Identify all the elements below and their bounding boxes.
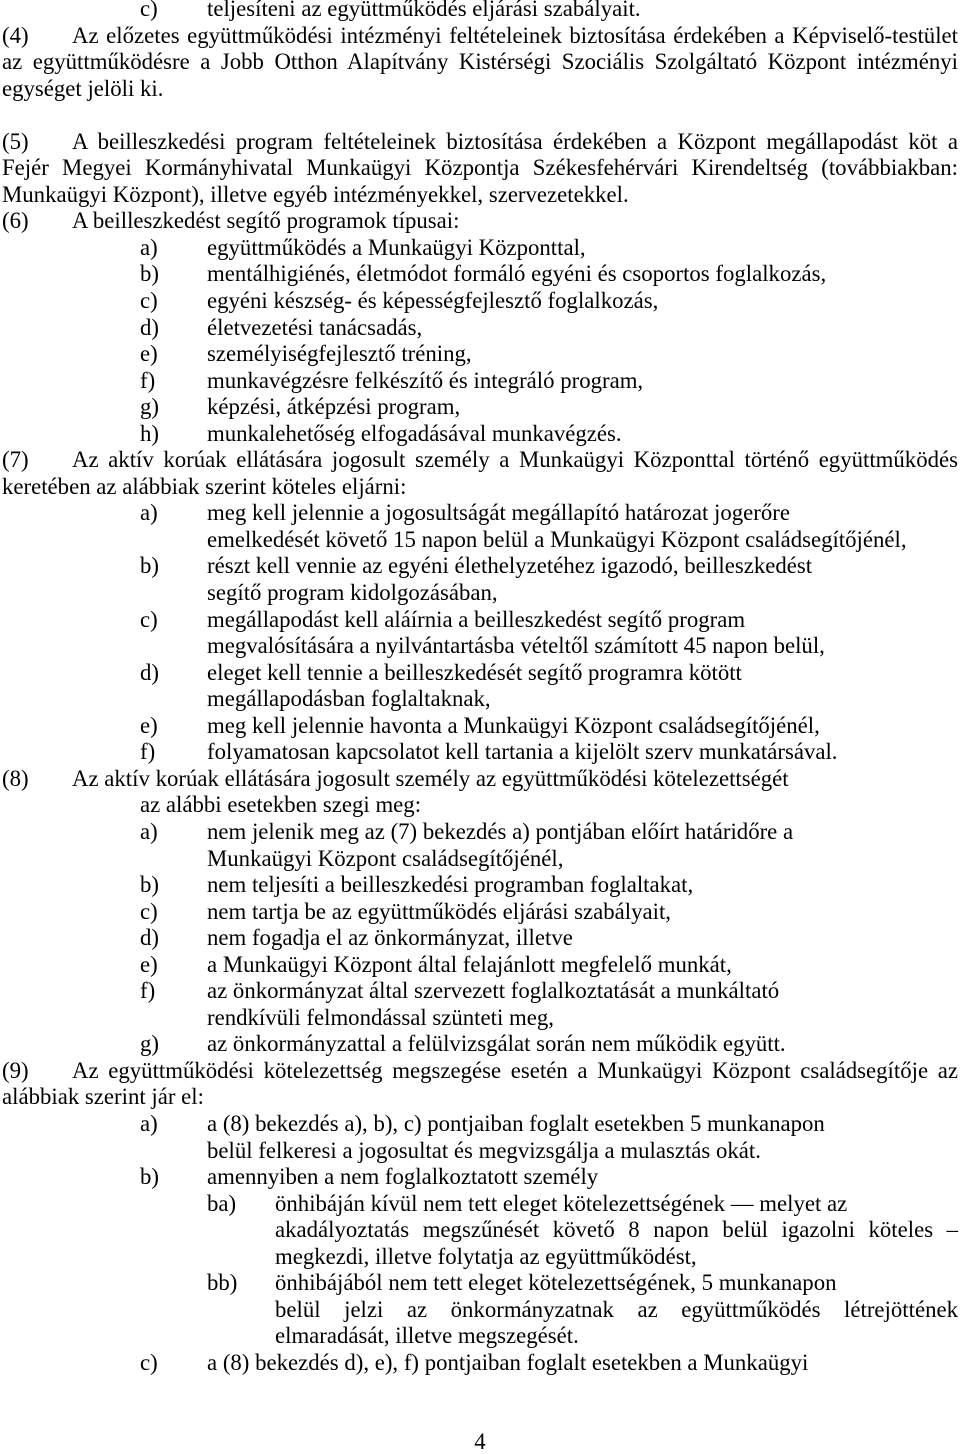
sub-list-item-continuation xyxy=(2,1217,958,1244)
paragraph-line xyxy=(2,792,958,819)
sub-list-item-text: belül jelzi az önkormányzatnak az együttműködés létrejöttének xyxy=(275,1296,958,1322)
list-item-text: amennyiben a nem foglalkoztatott személy xyxy=(207,1164,599,1190)
document-page xyxy=(2,0,958,1376)
list-item-text: egyéni készség- és képességfejlesztő foglalkozás, xyxy=(207,288,659,314)
list-item-text: teljesíteni az együttműködés eljárási szabályait. xyxy=(207,0,641,21)
paragraph-line xyxy=(2,447,958,474)
list-item xyxy=(2,368,958,395)
list-item xyxy=(2,0,958,23)
paragraph-line xyxy=(2,129,958,156)
list-item-label: f) xyxy=(140,978,156,1004)
list-item-text: a (8) bekezdés d), e), f) pontjaiban foglalt esetekben a Munkaügyi xyxy=(207,1349,809,1375)
list-item xyxy=(2,1164,958,1191)
list-item-text: nem jelenik meg az (7) bekezdés a) pontjában előírt határidőre a xyxy=(207,818,794,844)
list-item xyxy=(2,607,958,634)
paragraph-line xyxy=(2,23,958,50)
list-item-label: b) xyxy=(140,1164,159,1190)
list-item xyxy=(2,1111,958,1138)
list-item-label: d) xyxy=(140,314,159,340)
list-item-label: d) xyxy=(140,659,159,685)
paragraph-text: Az együttműködési kötelezettség megszegése esetén a Munkaügyi Központ családsegítője az xyxy=(72,1057,958,1083)
paragraph-line xyxy=(2,182,958,209)
list-item-label: a) xyxy=(140,1110,158,1136)
list-item xyxy=(2,315,958,342)
paragraph-text: A beilleszkedést segítő programok típusai: xyxy=(72,208,460,234)
list-item-text: részt kell vennie az egyéni élethelyzetéhez igazodó, beilleszkedést xyxy=(207,553,813,579)
page-number: 4 xyxy=(474,1429,486,1454)
paragraph-line xyxy=(2,208,958,235)
paragraph-text: az együttműködésre a Jobb Otthon Alapítvány Kistérségi Szociális Szolgáltató Központ intézményi xyxy=(2,49,958,75)
list-item-text: az önkormányzat által szervezett foglalkoztatását a munkáltató xyxy=(207,978,780,1004)
list-item-label: f) xyxy=(140,367,156,393)
list-item-label: c) xyxy=(140,288,158,314)
list-item xyxy=(2,1350,958,1377)
list-item-label: c) xyxy=(140,1349,158,1375)
list-item-text: a Munkaügyi Központ által felajánlott megfelelő munkát, xyxy=(207,951,732,977)
sub-list-item-continuation xyxy=(2,1297,958,1324)
paragraph-line xyxy=(2,766,958,793)
sub-list-item-label: bb) xyxy=(207,1270,238,1296)
list-item-text: Munkaügyi Központ családsegítőjénél, xyxy=(207,845,564,871)
paragraph-text: A beilleszkedési program feltételeinek biztosítása érdekében a Központ megállapodást köt a xyxy=(72,128,958,154)
list-item-label: a) xyxy=(140,500,158,526)
paragraph-line xyxy=(2,76,958,103)
list-item xyxy=(2,739,958,766)
sub-list-item-text: akadályoztatás megszűnését követő 8 napon belül igazolni köteles – xyxy=(275,1217,958,1243)
list-item xyxy=(2,421,958,448)
list-item-text: megállapodást kell aláírnia a beilleszkedést segítő program xyxy=(207,606,746,632)
sub-list-item-text: önhibáján kívül nem tett eleget kötelezettségének — melyet az xyxy=(275,1190,848,1216)
list-item-label: h) xyxy=(140,420,159,446)
list-item-label: e) xyxy=(140,712,158,738)
list-item-continuation xyxy=(2,633,958,660)
list-item-continuation xyxy=(2,580,958,607)
list-item xyxy=(2,261,958,288)
paragraph-text: keretében az alábbiak szerint köteles eljárni: xyxy=(2,473,407,499)
list-item-text: munkalehetőség elfogadásával munkavégzés. xyxy=(207,420,622,446)
list-item-text: segítő program kidolgozásában, xyxy=(207,580,498,606)
list-item xyxy=(2,952,958,979)
list-item-text: nem tartja be az együttműködés eljárási szabályait, xyxy=(207,898,671,924)
list-item-continuation xyxy=(2,1005,958,1032)
list-item xyxy=(2,553,958,580)
list-item-text: eleget kell tennie a beilleszkedését segítő programra kötött xyxy=(207,659,742,685)
paragraph-number: (4) xyxy=(2,22,29,48)
sub-list-item-text: önhibájából nem tett eleget kötelezettségének, 5 munkanapon xyxy=(275,1270,837,1296)
sub-list-item-text: megkezdi, illetve folytatja az együttműködést, xyxy=(275,1243,697,1269)
paragraph-spacer xyxy=(2,102,958,129)
list-item-label: d) xyxy=(140,925,159,951)
paragraph-line xyxy=(2,474,958,501)
list-item-text: munkavégzésre felkészítő és integráló program, xyxy=(207,367,644,393)
list-item xyxy=(2,819,958,846)
paragraph-text: Fejér Megyei Kormányhivatal Munkaügyi Központja Székesfehérvári Kirendeltség (továbbiakban: xyxy=(2,155,958,181)
list-item-text: a (8) bekezdés a), b), c) pontjaiban foglalt esetekben 5 munkanapon xyxy=(207,1110,825,1136)
sub-list-item-label: ba) xyxy=(207,1190,237,1216)
list-item xyxy=(2,341,958,368)
paragraph-text: az alábbi esetekben szegi meg: xyxy=(140,792,422,818)
paragraph-line xyxy=(2,1084,958,1111)
paragraph-text: egységet jelöli ki. xyxy=(2,75,164,101)
list-item xyxy=(2,500,958,527)
list-item-label: a) xyxy=(140,234,158,260)
list-item xyxy=(2,899,958,926)
list-item-text: meg kell jelennie havonta a Munkaügyi Központ családsegítőjénél, xyxy=(207,712,820,738)
list-item-continuation xyxy=(2,846,958,873)
list-item-label: g) xyxy=(140,394,159,420)
list-item-text: belül felkeresi a jogosultat és megvizsgálja a mulasztás okát. xyxy=(207,1137,761,1163)
list-item-label: e) xyxy=(140,341,158,367)
paragraph-line xyxy=(2,1058,958,1085)
list-item-label: g) xyxy=(140,1031,159,1057)
list-item xyxy=(2,288,958,315)
paragraph-text: Az aktív korúak ellátására jogosult személy az együttműködési kötelezettségét xyxy=(72,765,789,791)
list-item xyxy=(2,872,958,899)
list-item-label: c) xyxy=(140,898,158,924)
list-item-continuation xyxy=(2,527,958,554)
paragraph-text: Az előzetes együttműködési intézményi feltételeinek biztosítása érdekében a Képviselő-testület xyxy=(72,22,958,48)
list-item xyxy=(2,235,958,262)
paragraph-number: (8) xyxy=(2,765,29,791)
sub-list-item-continuation xyxy=(2,1323,958,1350)
paragraph-line xyxy=(2,49,958,76)
list-item xyxy=(2,978,958,1005)
paragraph-number: (5) xyxy=(2,128,29,154)
paragraph-text: Az aktív korúak ellátására jogosult személy a Munkaügyi Központtal történő együttműködés xyxy=(72,447,958,473)
list-item-text: nem fogadja el az önkormányzat, illetve xyxy=(207,925,573,951)
list-item-label: f) xyxy=(140,739,156,765)
list-item-label: a) xyxy=(140,818,158,844)
paragraph-text: alábbiak szerint jár el: xyxy=(2,1084,204,1110)
sub-list-item xyxy=(2,1270,958,1297)
list-item-text: együttműködés a Munkaügyi Központtal, xyxy=(207,234,586,260)
list-item-continuation xyxy=(2,686,958,713)
list-item-text: életvezetési tanácsadás, xyxy=(207,314,423,340)
list-item-text: mentálhigiénés, életmódot formáló egyéni és csoportos foglalkozás, xyxy=(207,261,827,287)
paragraph-number: (9) xyxy=(2,1057,29,1083)
list-item-label: c) xyxy=(140,606,158,632)
list-item-text: az önkormányzattal a felülvizsgálat során nem működik együtt. xyxy=(207,1031,786,1057)
list-item-text: megvalósítására a nyilvántartásba vételtől számított 45 napon belül, xyxy=(207,633,825,659)
list-item-text: képzési, átképzési program, xyxy=(207,394,461,420)
sub-list-item-continuation xyxy=(2,1244,958,1271)
sub-list-item-text: elmaradását, illetve megszegését. xyxy=(275,1323,579,1349)
list-item xyxy=(2,1031,958,1058)
list-item-text: folyamatosan kapcsolatot kell tartania a kijelölt szerv munkatársával. xyxy=(207,739,838,765)
paragraph-line xyxy=(2,155,958,182)
paragraph-number: (7) xyxy=(2,447,29,473)
list-item xyxy=(2,394,958,421)
sub-list-item xyxy=(2,1191,958,1218)
list-item-label: c) xyxy=(140,0,158,21)
list-item-text: személyiségfejlesztő tréning, xyxy=(207,341,472,367)
list-item xyxy=(2,660,958,687)
list-item-continuation xyxy=(2,1138,958,1165)
list-item-text: meg kell jelennie a jogosultságát megállapító határozat jogerőre xyxy=(207,500,791,526)
list-item-label: b) xyxy=(140,872,159,898)
list-item-label: b) xyxy=(140,261,159,287)
paragraph-number: (6) xyxy=(2,208,29,234)
list-item-label: e) xyxy=(140,951,158,977)
list-item-text: rendkívüli felmondással szünteti meg, xyxy=(207,1004,554,1030)
list-item-text: megállapodásban foglaltaknak, xyxy=(207,686,491,712)
list-item-text: emelkedését követő 15 napon belül a Munkaügyi Központ családsegítőjénél, xyxy=(207,526,907,552)
list-item xyxy=(2,925,958,952)
list-item-label: b) xyxy=(140,553,159,579)
paragraph-text: Munkaügyi Központ), illetve egyéb intézményekkel, szervezetekkel. xyxy=(2,181,629,207)
list-item xyxy=(2,713,958,740)
list-item-text: nem teljesíti a beilleszkedési programban foglaltakat, xyxy=(207,872,694,898)
